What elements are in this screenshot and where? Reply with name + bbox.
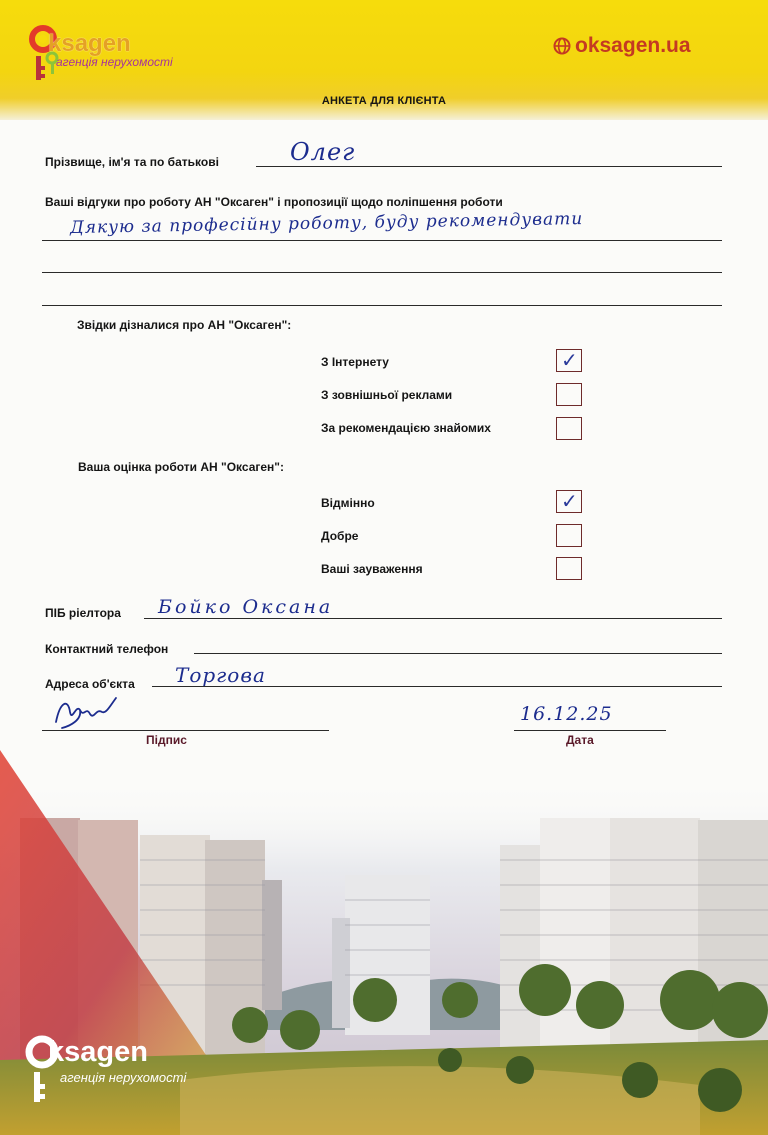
header-banner bbox=[0, 0, 768, 120]
brand-tagline: агенція нерухомості bbox=[56, 55, 173, 69]
website-link[interactable] bbox=[553, 34, 691, 58]
rating-remarks-checkbox[interactable] bbox=[556, 557, 582, 580]
date-label: Дата bbox=[566, 733, 594, 747]
realtor-line bbox=[144, 618, 722, 619]
address-label: Адреса об'єкта bbox=[45, 677, 135, 691]
oksagen-logo bbox=[26, 22, 176, 92]
source-option-internet-label: З Інтернету bbox=[321, 355, 389, 369]
signature-label: Підпис bbox=[146, 733, 187, 747]
check-mark-icon: ✓ bbox=[561, 348, 578, 372]
phone-label: Контактний телефон bbox=[45, 642, 169, 656]
name-line bbox=[256, 166, 722, 167]
footer-brand-name: ksagen bbox=[48, 1036, 148, 1068]
rating-excellent-label: Відмінно bbox=[321, 496, 375, 510]
address-value[interactable]: Торгова bbox=[175, 663, 266, 687]
source-referral-checkbox[interactable] bbox=[556, 417, 582, 440]
realtor-value[interactable]: Бойко Оксана bbox=[158, 596, 334, 618]
rating-good-checkbox[interactable] bbox=[556, 524, 582, 547]
feedback-line-1 bbox=[42, 240, 722, 241]
realtor-label: ПІБ ріелтора bbox=[45, 606, 121, 620]
feedback-line-3 bbox=[42, 305, 722, 306]
feedback-line-2 bbox=[42, 272, 722, 273]
rating-remarks-label: Ваші зауваження bbox=[321, 562, 423, 576]
source-option-referral-label: За рекомендацією знайомих bbox=[321, 421, 491, 435]
footer-brand-tagline: агенція нерухомості bbox=[60, 1070, 187, 1085]
globe-icon bbox=[553, 37, 571, 55]
rating-excellent-checkbox[interactable] bbox=[556, 490, 582, 513]
source-option-ads-label: З зовнішньої реклами bbox=[321, 388, 453, 402]
name-value[interactable]: Олег bbox=[290, 138, 356, 166]
form-title: АНКЕТА ДЛЯ КЛІЄНТА bbox=[321, 95, 447, 107]
name-label: Прізвище, ім'я та по батькові bbox=[45, 155, 219, 169]
date-value[interactable]: 16.12.25 bbox=[520, 703, 613, 725]
feedback-value[interactable]: Дякую за професійну роботу, буду рекомендувати bbox=[69, 209, 584, 238]
source-ads-checkbox[interactable] bbox=[556, 383, 582, 406]
check-mark-icon: ✓ bbox=[561, 489, 578, 513]
feedback-label: Ваші відгуки про роботу АН "Оксаген" і пропозиції щодо поліпшення роботи bbox=[45, 195, 503, 209]
rating-good-label: Добре bbox=[321, 529, 359, 543]
source-question: Звідки дізналися про АН "Оксаген": bbox=[77, 318, 292, 332]
website-text: oksagen.ua bbox=[575, 34, 691, 57]
rating-question: Ваша оцінка роботи АН "Оксаген": bbox=[78, 460, 284, 474]
brand-name: ksagen bbox=[48, 30, 131, 57]
phone-line bbox=[194, 653, 722, 654]
source-internet-checkbox[interactable] bbox=[556, 349, 582, 372]
